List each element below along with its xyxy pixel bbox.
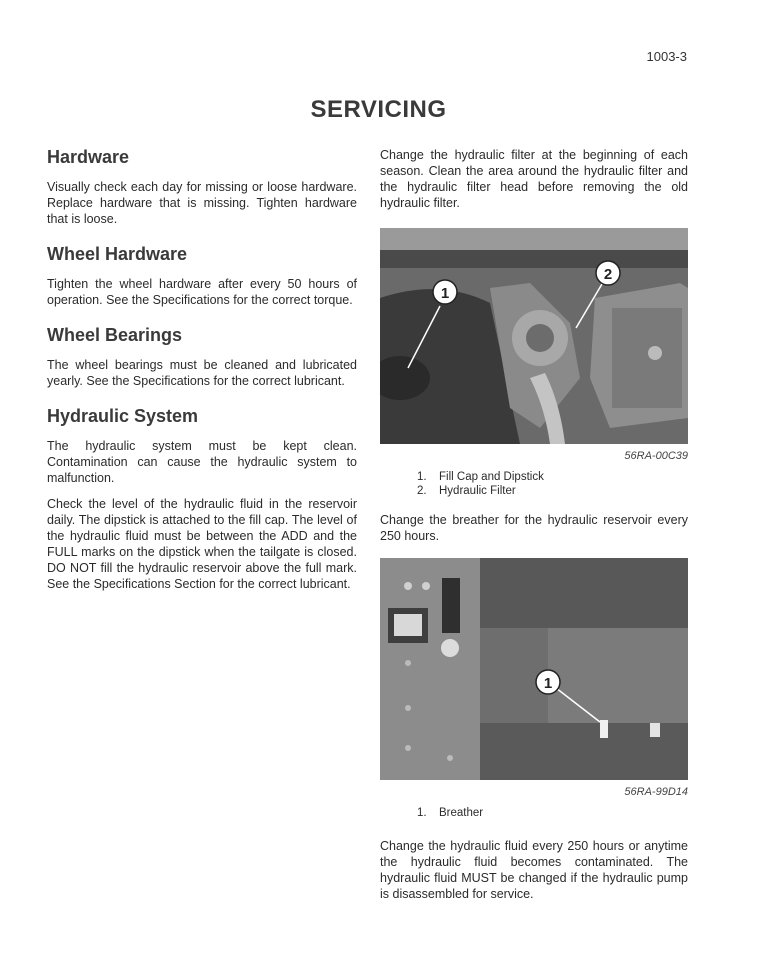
text-hardware: Visually check each day for missing or loose hardware. Replace hardware that is missing. Tighten hardware that is loose. (47, 180, 357, 226)
text-wheel-bearings: The wheel bearings must be cleaned and lubricated yearly. See the Specifications for the correct lubricant. (47, 358, 357, 388)
right-column (380, 147, 688, 902)
hydraulic-filter-photo-illustration (380, 228, 688, 444)
heading-hydraulic-system: Hydraulic System (47, 406, 199, 426)
figure-code-1: 56RA-00C39 (624, 450, 688, 462)
callout-label-2: 2 (603, 266, 613, 283)
caption-number: 1. (417, 471, 427, 483)
callout-label-1: 1 (440, 285, 450, 302)
photo-hydraulic-filter (380, 228, 688, 444)
caption-item (417, 806, 688, 820)
caption-number: 1. (417, 807, 427, 819)
text-hydraulic-system-1: The hydraulic system must be kept clean. Contamination can cause the hydraulic system to malfunction. (47, 439, 357, 485)
heading-wheel-hardware: Wheel Hardware (47, 244, 188, 264)
heading-wheel-bearings: Wheel Bearings (47, 325, 183, 345)
section-hydraulic-system (47, 406, 357, 592)
text-wheel-hardware: Tighten the wheel hardware after every 50 hours of operation. See the Specifications for the correct torque. (47, 277, 357, 307)
text-hydraulic-system-2: Check the level of the hydraulic fluid in the reservoir daily. The dipstick is attached to the fill cap. The level of the hydraulic fluid must be between the ADD and the FULL marks on the dipstick when the tailgate is closed. DO NOT fill the hydraulic reservoir above the full mark. See the Specifications Section for the correct lubricant. (47, 497, 357, 591)
caption-number: 2. (417, 485, 427, 497)
figure-2-captions (380, 806, 688, 820)
figure-1-captions (380, 470, 688, 498)
page-title: SERVICING (310, 96, 447, 123)
caption-label: Breather (439, 807, 484, 819)
section-hardware (47, 147, 357, 227)
left-column (47, 147, 357, 609)
breather-photo-illustration (380, 558, 688, 780)
caption-item (417, 484, 688, 498)
section-wheel-hardware (47, 244, 357, 308)
photo-breather (380, 558, 688, 780)
page-number: 1003-3 (646, 49, 687, 64)
text-filter: Change the hydraulic filter at the beginning of each season. Clean the area around the hydraulic filter and the hydraulic filter head before removing the old hydraulic filter. (380, 148, 688, 210)
section-wheel-bearings (47, 325, 357, 389)
caption-label: Fill Cap and Dipstick (439, 471, 544, 483)
caption-label: Hydraulic Filter (439, 485, 516, 497)
caption-item (417, 470, 688, 484)
text-breather: Change the breather for the hydraulic reservoir every 250 hours. (380, 513, 688, 543)
figure-code-2: 56RA-99D14 (624, 786, 688, 798)
text-hydraulic-fluid: Change the hydraulic fluid every 250 hours or anytime the hydraulic fluid becomes contaminated. The hydraulic fluid MUST be changed if the hydraulic pump is disassembled for service. (380, 839, 688, 901)
heading-hardware: Hardware (47, 147, 130, 167)
callout-label-breather: 1 (543, 675, 553, 692)
